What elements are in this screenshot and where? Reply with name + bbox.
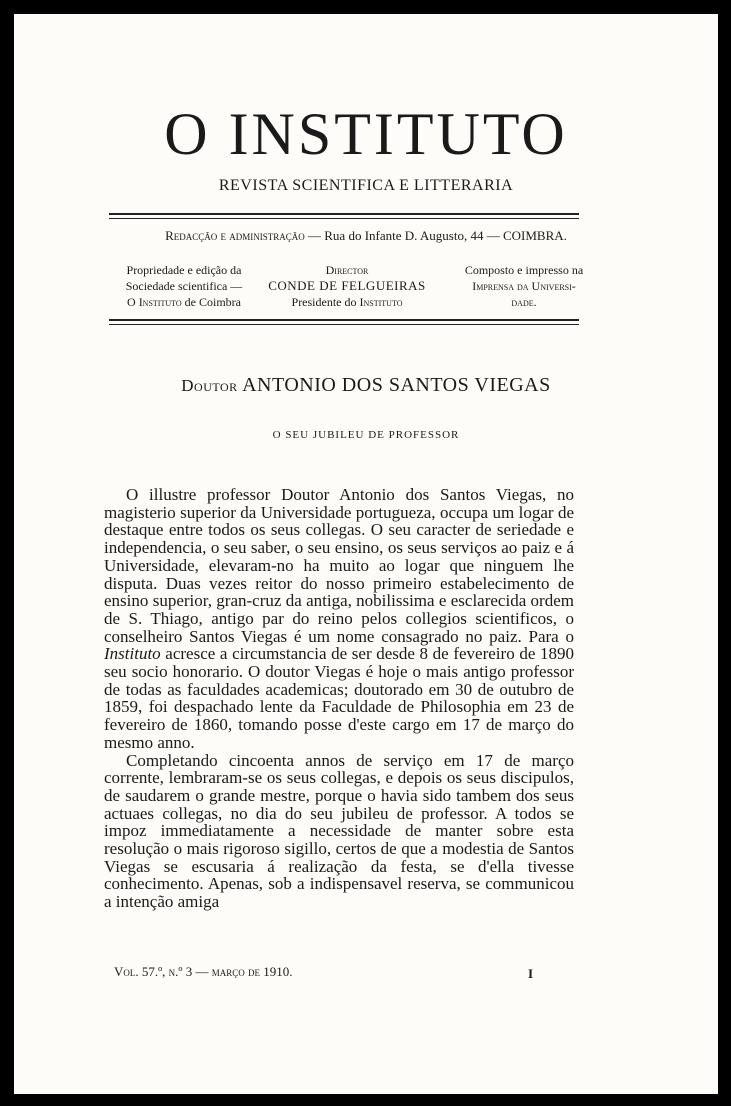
divider-rule (109, 319, 579, 321)
ownership-line: O Instituto de Coimbra (127, 295, 241, 309)
director-name: CONDE DE FELGUEIRAS (268, 278, 426, 293)
article-title-prefix: Doutor (181, 376, 238, 395)
journal-subtitle: REVISTA SCIENTIFICA E LITTERARIA (218, 177, 514, 194)
signature-mark: I (528, 966, 534, 981)
editorial-address (14, 228, 718, 244)
colophon-director (262, 262, 432, 310)
director-role: Presidente do Instituto (291, 295, 403, 309)
address-text: — Rua do Infante D. Augusto, 44 — COIMBRA. (308, 228, 567, 243)
colophon-printer (444, 262, 604, 310)
article-body (104, 486, 574, 911)
journal-page (14, 14, 718, 1094)
ownership-line: Sociedade scientifica — (125, 279, 243, 293)
address-label: Redacção e administração (165, 228, 305, 243)
journal-name-italic: Instituto (104, 644, 161, 664)
article-subtitle: O SEU JUBILEU DE PROFESSOR (272, 429, 460, 441)
divider-rule (109, 213, 579, 215)
paragraph: O illustre professor Doutor Antonio dos Santos Viegas, no magisterio superior da Universidade portugueza, occupa um logar de destaque entre todos os seus collegas. O seu caracter de seriedade e independencia, o seu saber, o seu ensino, os seus serviços ao paiz e á Universidade, elevaram-no ha muito ao logar que ninguem lhe disputa. Duas vezes reitor do nosso primeiro estabelecimento de ensino superior, gran-cruz da antiga, nobilissima e esclarecida ordem de S. Thiago, antigo par do reino pelos collegios scientificos, o conselheiro Santos Viegas é um nome consagrado no paiz. Para o Instituto acresce a circumstancia de ser desde 8 de fevereiro de 1890 seu socio honorario. O doutor Viegas é hoje o mais antigo professor de todas as faculdades academicas; doutorado em 30 de outubro de 1859, foi despachado lente da Faculdade de Philosophia em 23 de fevereiro de 1860, tomando posse d'este cargo em 17 de março do mesmo anno. (104, 485, 574, 752)
volume-line: Vol. 57.º, n.º 3 — março de 1910. (114, 964, 293, 979)
colophon-ownership (104, 262, 264, 310)
director-label: Director (325, 263, 369, 277)
paragraph: Completando cincoenta annos de serviço em 17 de março corrente, lembraram-se os seus collegas, e depois os seus discipulos, de saudarem o grande mestre, porque o havia sido tambem dos seus actuaes collegas, no dia do seu jubileu de professor. A todos se impoz immediatamente a necessidade de manter sobre esta resolução o mais rigoroso sigillo, certos de que a modestia de Santos Viegas se escusaria á realização da festa, se d'ella tivesse conhecimento. Apenas, sob a indispensavel reserva, se communicou a intenção amiga (104, 750, 574, 912)
divider-rule (109, 218, 579, 219)
ownership-line: Propriedade e edição da (126, 263, 242, 277)
printer-line: dade. (511, 295, 537, 309)
article-title (14, 374, 718, 397)
journal-title: O INSTITUTO (164, 101, 568, 167)
printer-line: Composto e impresso na (464, 263, 584, 277)
article-title-name: ANTONIO DOS SANTOS VIEGAS (242, 374, 551, 396)
divider-rule (109, 324, 579, 325)
printer-line: Imprensa da Universi- (472, 279, 576, 293)
